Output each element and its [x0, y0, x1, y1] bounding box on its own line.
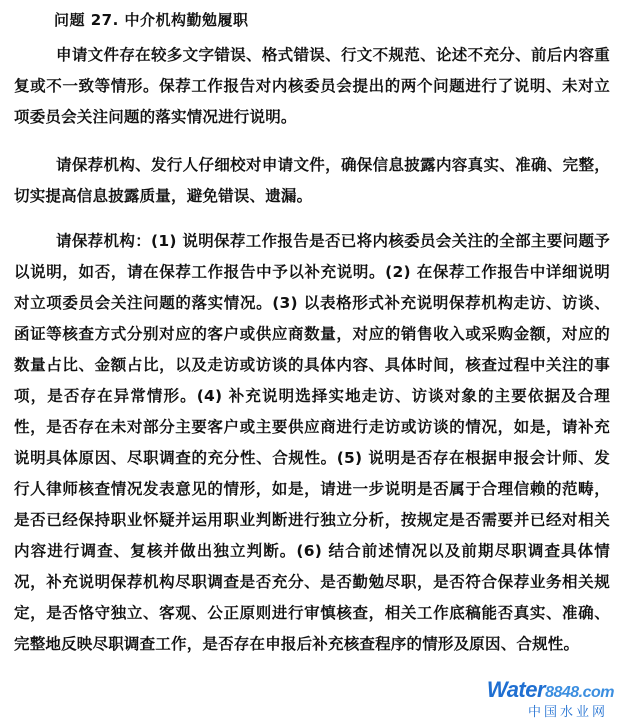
watermark-subtitle: 中国水业网	[527, 705, 608, 720]
watermark-logo-text: Water	[486, 677, 546, 702]
question-heading: 问题 27. 中介机构勤勉履职	[54, 11, 249, 29]
watermark-logo-suffix: .com	[578, 684, 614, 701]
site-watermark	[474, 677, 614, 719]
watermark-logo	[487, 677, 614, 703]
watermark-logo-number: 8848	[545, 684, 579, 701]
paragraph-issue: 申请文件存在较多文字错误、格式错误、行文不规范、论述不充分、前后内容重复或不一致等情形。保荐工作报告对内核委员会提出的两个问题进行了说明、未对立项委员会关注问题的落实情况进行说明。	[14, 46, 610, 126]
paragraph-review-request: 请保荐机构、发行人仔细校对申请文件，确保信息披露内容真实、准确、完整，切实提高信息披露质量，避免错误、遗漏。	[14, 156, 610, 205]
paragraph-sponsor-requirements: 请保荐机构：(1) 说明保荐工作报告是否已将内核委员会关注的全部主要问题予以说明，如否，请在保荐工作报告中予以补充说明。(2) 在保荐工作报告中详细说明对立项委员会关注问题的落实情况。(3) 以表格形式补充说明保荐机构走访、访谈、函证等核查方式分别对应的客户或供应商数量，对应的销售收入或采购金额，对应的数量占比、金额占比，以及走访或访谈的具体内容、具体时间，核查过程中关注的事项，是否存在异常情形。(4) 补充说明选择实地走访、访谈对象的主要依据及合理性，是否存在未对部分主要客户或主要供应商进行走访或访谈的情况，如是，请补充说明具体原因、尽职调查的充分性、合规性。(5) 说明是否存在根据申报会计师、发行人律师核查情况发表意见的情形，如是，请进一步说明是否属于合理信赖的范畴，是否已经保持职业怀疑并运用职业判断进行独立分析，按规定是否需要并已经对相关内容进行调查、复核并做出独立判断。(6) 结合前述情况以及前期尽职调查具体情况，补充说明保荐机构尽职调查是否充分、是否勤勉尽职，是否符合保荐业务相关规定，是否恪守独立、客观、公正原则进行审慎核查，相关工作底稿能否真实、准确、完整地反映尽职调查工作，是否存在申报后补充核查程序的情形及原因、合规性。	[14, 232, 610, 653]
